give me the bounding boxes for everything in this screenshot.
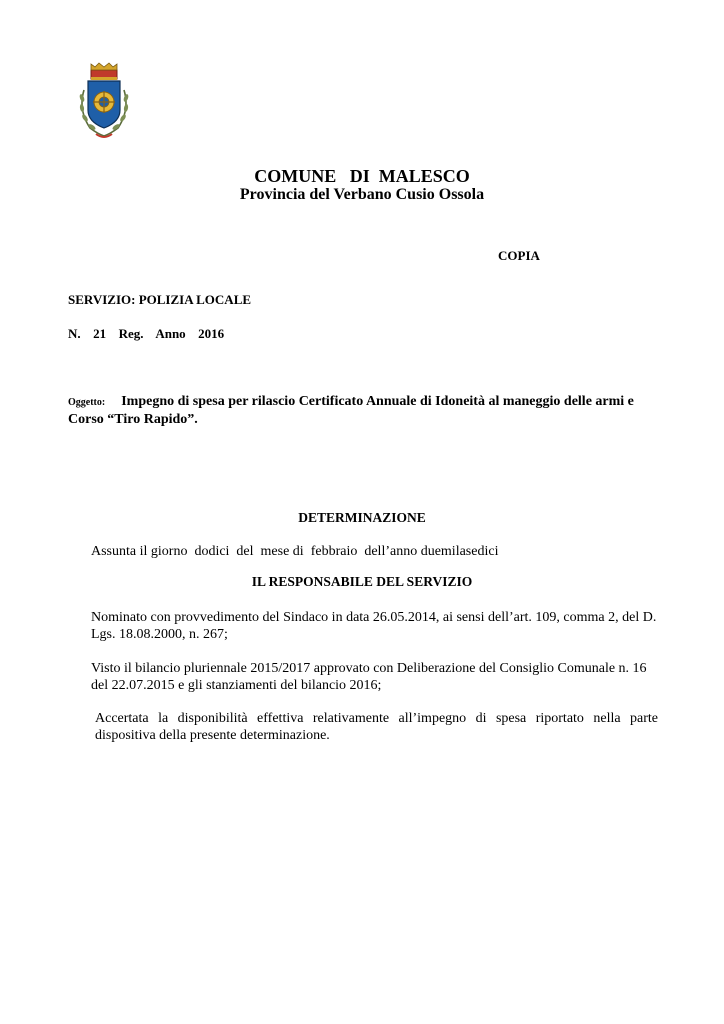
subject-text: Impegno di spesa per rilascio Certificato Annuale di Idoneità al maneggio delle armi e Corso “Tiro Rapido”. — [68, 394, 634, 427]
registry-number: N. 21 Reg. Anno 2016 — [68, 326, 225, 341]
province-subtitle: Provincia del Verbano Cusio Ossola — [239, 186, 485, 203]
responsible-heading: IL RESPONSABILE DEL SERVIZIO — [251, 574, 473, 589]
paragraph-visto: Visto il bilancio pluriennale 2015/2017 approvato con Deliberazione del Consiglio Comunale n. 16 del 22.07.2015 e gli stanziamenti del bilancio 2016; — [91, 661, 647, 693]
service-label: SERVIZIO: POLIZIA LOCALE — [68, 292, 252, 307]
copy-status-label: COPIA — [498, 248, 540, 263]
paragraph-nominato: Nominato con provvedimento del Sindaco in data 26.05.2014, ai sensi dell’art. 109, comma 2, del D. Lgs. 18.08.2000, n. 267; — [91, 610, 657, 642]
paragraph-accertata: Accertata la disponibilità effettiva relativamente all’impegno di spesa riportato nella parte dispositiva della presente determinazione. — [95, 711, 658, 743]
subject-block — [68, 393, 658, 428]
municipality-title: COMUNE DI MALESCO — [254, 166, 470, 186]
determination-heading: DETERMINAZIONE — [298, 510, 426, 525]
coat-of-arms-icon — [74, 60, 134, 142]
subject-label: Oggetto: — [68, 397, 106, 408]
date-statement: Assunta il giorno dodici del mese di febbraio dell’anno duemilasedici — [91, 544, 499, 559]
